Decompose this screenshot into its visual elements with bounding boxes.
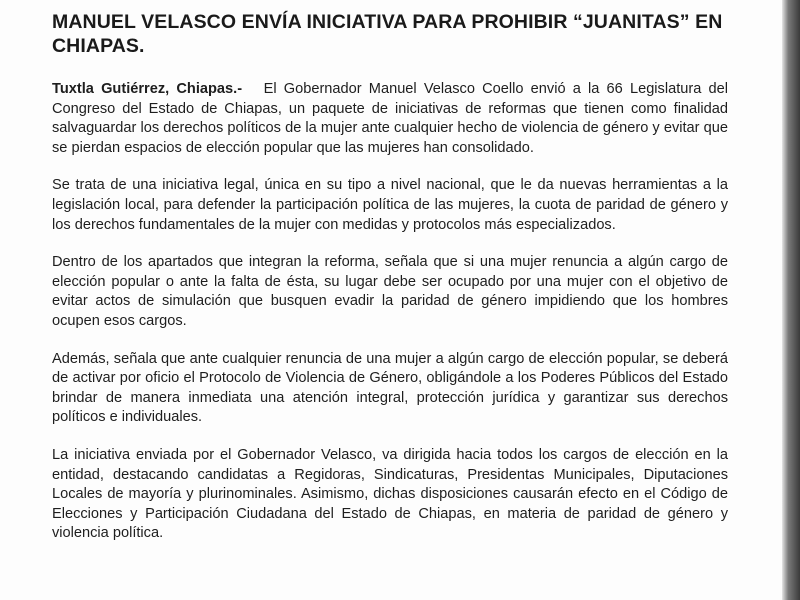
paragraph-5: La iniciativa enviada por el Gobernador Velasco, va dirigida hacia todos los cargos de elección en la entidad, destacando candidatas a Regidoras, Sindicaturas, Presidentas Municipales, Diputaciones Locales de mayoría y plurinominales. Asimismo, dichas disposiciones causarán efecto en el Código de Elecciones y Participación Ciudadana del Estado de Chiapas, en materia de paridad de género y violencia política. [52, 446, 728, 542]
page-edge-shadow [782, 0, 800, 600]
article-headline: MANUEL VELASCO ENVÍA INICIATIVA PARA PROHIBIR “JUANITAS” EN CHIAPAS. [52, 11, 723, 57]
article-dateline: Tuxtla Gutiérrez, Chiapas.- [52, 81, 243, 97]
paragraph-1-text: El Gobernador Manuel Velasco Coello envió a la 66 Legislatura del Congreso del Estado de Chiapas, un paquete de iniciativas de reformas que tienen como finalidad salvaguardar los derechos políticos de la mujer ante cualquier hecho de violencia de género y evitar que se pierdan espacios de elección popular que las mujeres han consolidado. [52, 81, 729, 156]
paragraph-3: Dentro de los apartados que integran la reforma, señala que si una mujer renuncia a algún cargo de elección popular o ante la falta de ésta, su lugar debe ser ocupado por una mujer con el objetivo de evitar actos de simulación que busquen evadir la paridad de género impidiendo que los hombres ocupen esos cargos. [52, 254, 728, 329]
paragraph-2: Se trata de una iniciativa legal, única en su tipo a nivel nacional, que le da nuevas herramientas a la legislación local, para defender la participación política de las mujeres, la cuota de paridad de género y los derechos fundamentales de la mujer con medidas y protocolos más especializados. [52, 177, 728, 233]
paragraph-1 [52, 80, 728, 158]
paragraph-4: Además, señala que ante cualquier renuncia de una mujer a algún cargo de elección popular, se deberá de activar por oficio el Protocolo de Violencia de Género, obligándole a los Poderes Públicos del Estado brindar de manera inmediata una atención integral, protección jurídica y garantizar sus derechos políticos e individuales. [52, 350, 728, 426]
article-body [52, 80, 728, 562]
